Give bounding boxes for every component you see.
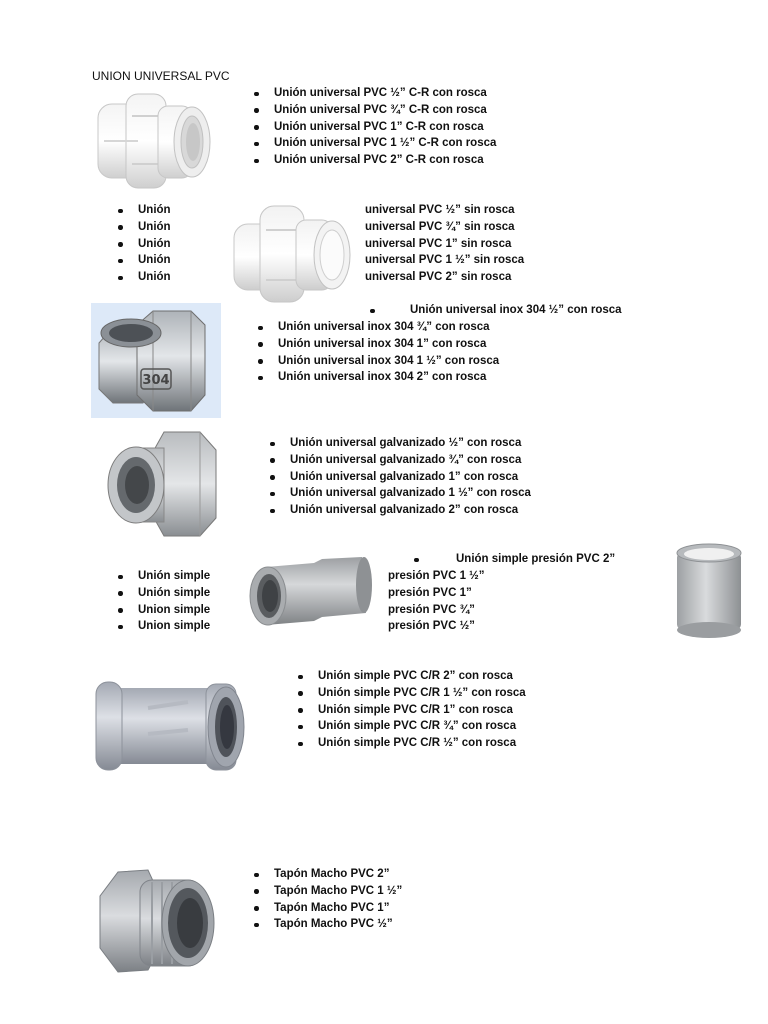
list-item: Unión universal galvanizado 1” con rosca — [266, 469, 531, 486]
list-item: Unión universal inox 304 2” con rosca — [254, 369, 499, 386]
list-item: Unión simple PVC C/R 2” con rosca — [294, 668, 526, 685]
list-item: universal PVC ¾” sin rosca — [365, 220, 515, 233]
list-item: Unión universal PVC 1 ½” C-R con rosca — [250, 135, 496, 152]
list-item: Unión universal inox 304 1 ½” con rosca — [254, 353, 499, 370]
list-item: Unión simple — [114, 585, 210, 602]
list-item: Unión universal PVC 1” C-R con rosca — [250, 119, 496, 136]
list-item: Unión simple PVC C/R ½” con rosca — [294, 735, 526, 752]
list-item: Tapón Macho PVC ½” — [250, 916, 402, 933]
list-item: universal PVC ½” sin rosca — [365, 204, 515, 216]
list-item: Unión — [114, 252, 171, 269]
simple-pressure-suffix-list — [388, 568, 485, 635]
list-item: universal PVC 1 ½” sin rosca — [365, 254, 525, 267]
list-item: Unión — [114, 202, 171, 219]
list-item: Unión universal PVC ½” C-R con rosca — [250, 85, 496, 102]
list-item: Unión universal PVC ¾” C-R con rosca — [250, 102, 496, 119]
galvanized-union-icon — [104, 428, 222, 540]
inox-union-first-list — [366, 302, 622, 319]
male-plug-list — [250, 866, 402, 933]
simple-pressure-prefix-list — [114, 568, 210, 635]
list-item: Tapón Macho PVC 2” — [250, 866, 402, 883]
list-item: universal PVC 1” sin rosca — [365, 237, 512, 250]
list-item: Unión simple PVC C/R ¾” con rosca — [294, 718, 526, 735]
list-item: Unión simple presión PVC 2” — [410, 551, 615, 568]
list-item: Union simple — [114, 618, 210, 635]
grey-pvc-male-plug-icon — [96, 862, 222, 978]
simple-threaded-list — [294, 668, 526, 752]
list-item: Unión — [114, 269, 171, 286]
list-item: Unión — [114, 219, 171, 236]
inox-union-list — [254, 319, 499, 386]
list-item: Tapón Macho PVC 1” — [250, 900, 402, 917]
stamp-304: 304 — [142, 373, 170, 388]
list-item: Unión universal galvanizado ¾” con rosca — [266, 452, 531, 469]
list-item: Unión universal galvanizado 2” con rosca — [266, 502, 531, 519]
white-pvc-union-threaded-icon — [92, 86, 216, 196]
galv-union-list — [266, 435, 531, 519]
list-item: Unión universal PVC 2” C-R con rosca — [250, 152, 496, 169]
list-item: presión PVC ¾” — [388, 603, 475, 616]
list-item: presión PVC 1” — [388, 586, 472, 599]
list-item: presión PVC ½” — [388, 620, 475, 633]
list-item: Unión simple PVC C/R 1 ½” con rosca — [294, 685, 526, 702]
simple-pressure-first-list — [410, 551, 615, 568]
list-item: universal PVC 2” sin rosca — [365, 271, 512, 284]
grey-pvc-short-coupling-icon — [674, 542, 744, 640]
list-item: Unión universal galvanizado 1 ½” con rosca — [266, 485, 531, 502]
list-item: Unión universal inox 304 ¾” con rosca — [254, 319, 499, 336]
list-item: Unión simple PVC C/R 1” con rosca — [294, 702, 526, 719]
list-item: Unión — [114, 236, 171, 253]
grey-pvc-coupling-icon — [244, 553, 374, 633]
list-item: Tapón Macho PVC 1 ½” — [250, 883, 402, 900]
list-item: Unión universal inox 304 ½” con rosca — [366, 302, 622, 319]
list-item: Unión universal galvanizado ½” con rosca — [266, 435, 531, 452]
pvc-union-plain-suffix-list — [365, 202, 524, 286]
stainless-304-union-icon — [91, 303, 221, 418]
list-item: Union simple — [114, 602, 210, 619]
page-title: UNION UNIVERSAL PVC — [92, 69, 230, 83]
white-pvc-union-plain-icon — [232, 198, 354, 306]
list-item: Unión simple — [114, 568, 210, 585]
grey-pvc-threaded-coupling-icon — [92, 672, 252, 784]
pvc-union-threaded-list — [250, 85, 496, 169]
pvc-union-plain-prefix-list — [114, 202, 171, 286]
list-item: Unión universal inox 304 1” con rosca — [254, 336, 499, 353]
list-item: presión PVC 1 ½” — [388, 570, 485, 582]
